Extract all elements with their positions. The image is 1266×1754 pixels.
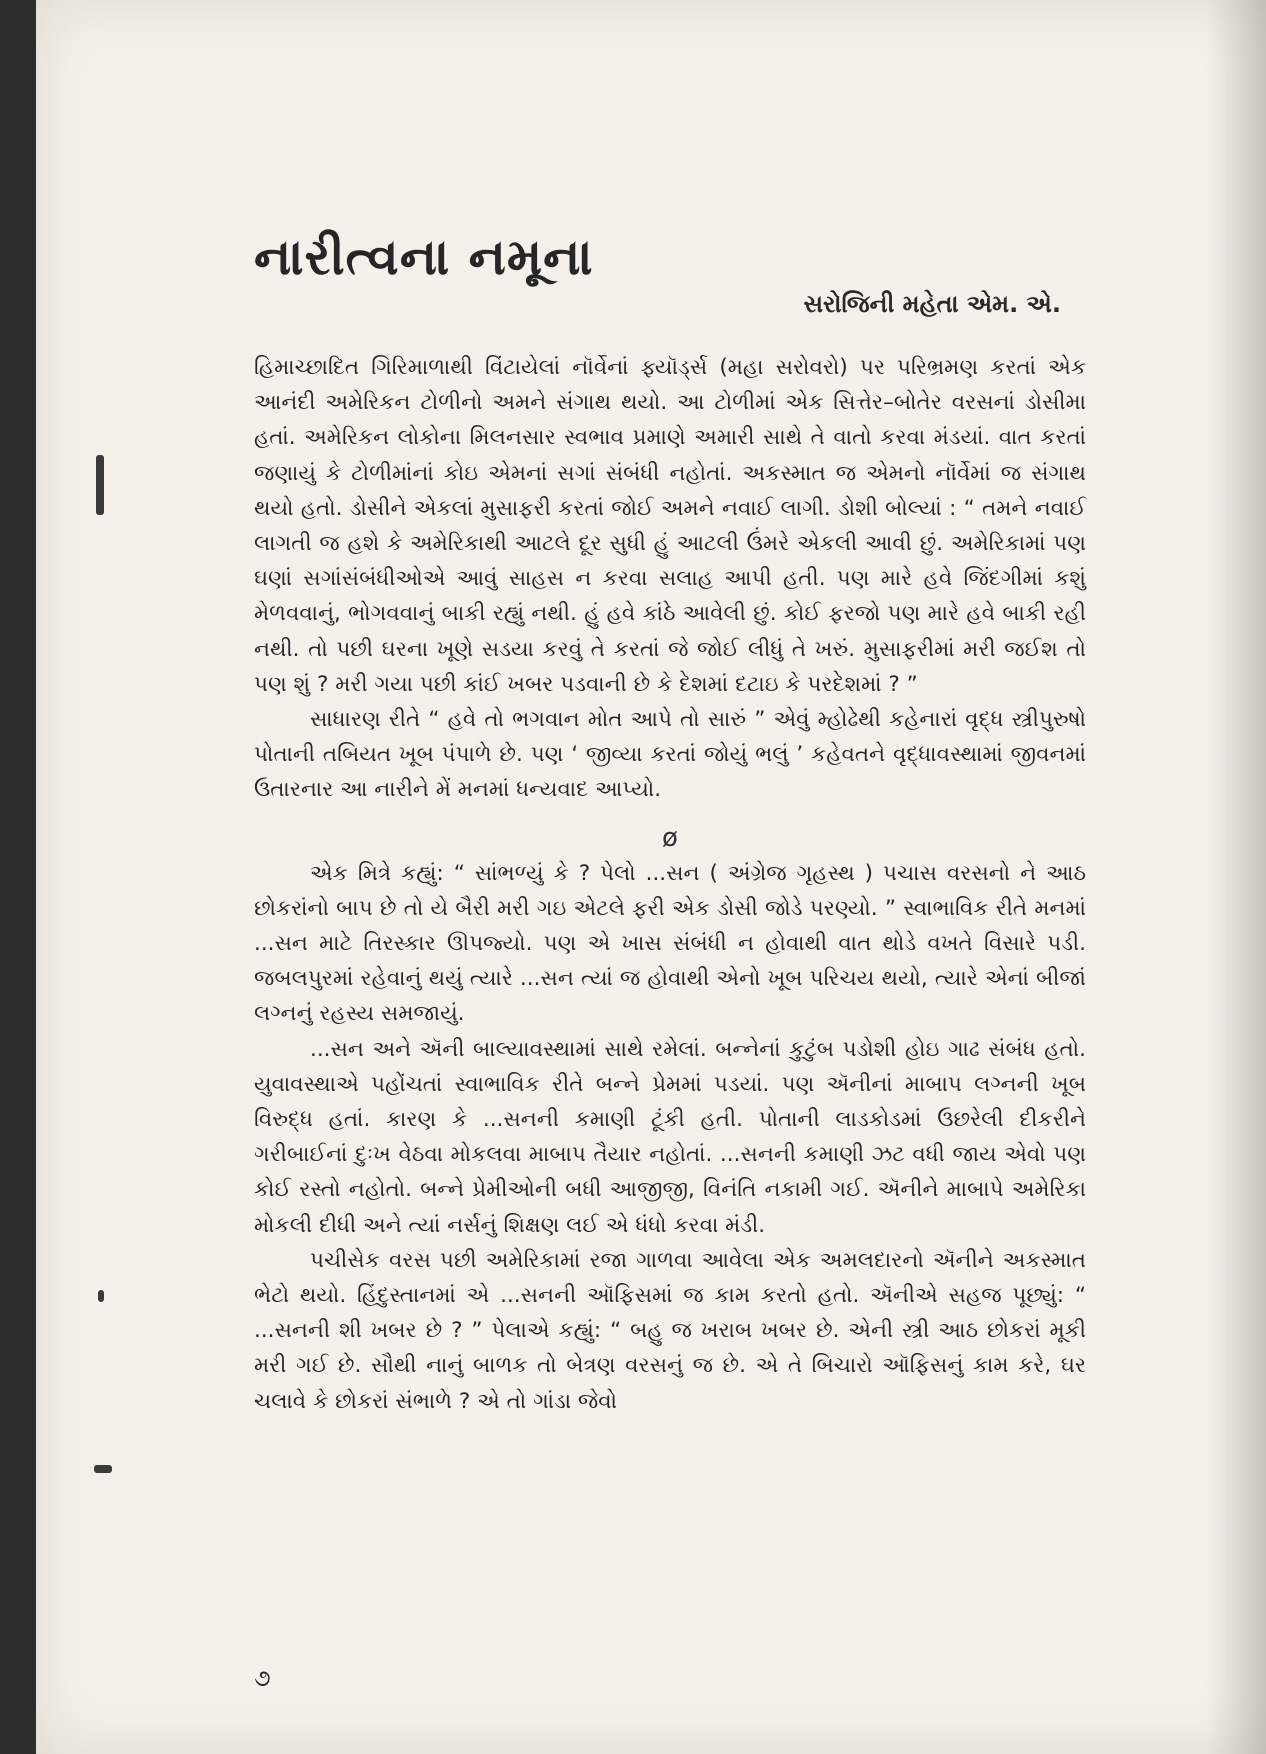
author-name: સરોજિની મહેતા એમ. એ.: [803, 290, 1061, 318]
page-number: ૭: [254, 1664, 271, 1692]
article-title: નારીત્વના નમૂના: [254, 228, 594, 286]
margin-ink-mark: [94, 1465, 112, 1473]
margin-ink-mark: [96, 455, 104, 515]
page-edge-shadow: [1206, 0, 1266, 1754]
paragraph-2: સાધારણ રીતે “ હવે તો ભગવાન મોત આપે તો સારું ” એવું મ્હોઢેથી કહેનારાં વૃદ્ધ સ્ત્રીપુરુષો પોતાની તબિયત ખૂબ પંપાળે છે. પણ ‘ જીવ્યા કરતાં જોયું ભલું ’ કહેવતને વૃદ્ધાવસ્થામાં જીવનમાં ઉતારનાર આ નારીને મેં મનમાં ધન્યવાદ આપ્યો.: [254, 707, 1086, 803]
book-page: [36, 0, 1266, 1754]
paragraph-4: ...સન અને ઍની બાલ્યાવસ્થામાં સાથે રમેલાં. બન્નેનાં કુટુંબ પડોશી હોઇ ગાઢ સંબંધ હતો. યુવાવસ્થાએ પહોંચતાં સ્વાભાવિક રીતે બન્ને પ્રેમમાં પડયાં. પણ ઍનીનાં માબાપ લગ્નની ખૂબ વિરુદ્ધ હતાં. કારણ કે ...સનની કમાણી ટૂંકી હતી. પોતાની લાડકોડમાં ઉછરેલી દીકરીને ગરીબાઈનાં દુઃખ વેઠવા મોકલવા માબાપ તૈયાર નહોતાં. ...સનની કમાણી ઝટ વધી જાય એવો પણ કોઈ રસ્તો નહોતો. બન્ને પ્રેમીઓની બધી આજીજી, વિનંતિ નકામી ગઈ. ઍનીને માબાપે અમેરિકા મોકલી દીધી અને ત્યાં નર્સનું શિક્ષણ લઈ એ ધંધો કરવા મંડી.: [254, 1036, 1086, 1238]
margin-ink-mark: [98, 1290, 104, 1302]
article-body: [254, 350, 1086, 1419]
paragraph-5: પચીસેક વરસ પછી અમેરિકામાં રજા ગાળવા આવેલા એક અમલદારનો ઍનીને અકસ્માત ભેટો થયો. હિંદુસ્તાનમાં એ ...સનની ઑફિસમાં જ કામ કરતો હતો. ઍનીએ સહજ પૂછ્યું: “ ...સનની શી ખબર છે ? ” પેલાએ કહ્યું: “ બહુ જ ખરાબ ખબર છે. એની સ્ત્રી આઠ છોકરાં મૂકી મરી ગઈ છે. સૌથી નાનું બાળક તો બેત્રણ વરસનું જ છે. એ તે બિચારો ઑફિસનું કામ કરે, ઘર ચલાવે કે છોકરાં સંભાળે ? એ તો ગાંડા જેવો: [254, 1247, 1086, 1414]
paragraph-1: હિમાચ્છાદિત ગિરિમાળાથી વિંટાયેલાં નૉર્વેનાં ફ્યૉર્ડ્સ (મહા સરોવરો) પર પરિભ્રમણ કરતાં એક આનંદી અમેરિકન ટોળીનો અમને સંગાથ થયો. આ ટોળીમાં એક સિત્તેર–બોતેર વરસનાં ડોસીમા હતાં. અમેરિકન લોકોના મિલનસાર સ્વભાવ પ્રમાણે અમારી સાથે તે વાતો કરવા મંડયાં. વાત કરતાં જણાયું કે ટોળીમાંનાં કોઇ એમનાં સગાં સંબંધી નહોતાં. અકસ્માત જ એમનો નૉર્વેમાં જ સંગાથ થયો હતો. ડોસીને એકલાં મુસાફરી કરતાં જોઈ અમને નવાઈ લાગી. ડોશી બોલ્યાં : “ તમને નવાઈ લાગતી જ હશે કે અમેરિકાથી આટલે દૂર સુધી હું આટલી ઉંમરે એકલી આવી છું. અમેરિકામાં પણ ઘણાં સગાંસંબંધીઓએ આવું સાહસ ન કરવા સલાહ આપી હતી. પણ મારે હવે જિંદગીમાં કશું મેળવવાનું, ભોગવવાનું બાકી રહ્યું નથી. હું હવે કાંઠે આવેલી છું. કોઈ ફરજો પણ મારે હવે બાકી રહી નથી. તો પછી ઘરના ખૂણે સડયા કરવું તે કરતાં જે જોઈ લીધું તે ખરું. મુસાફરીમાં મરી જઈશ તો પણ શું ? મરી ગયા પછી કાંઈ ખબર પડવાની છે કે દેશમાં દટાઇ કે પરદેશમાં ? ”: [254, 355, 1086, 697]
paragraph-3: એક મિત્રે કહ્યું: “ સાંભળ્યું કે ? પેલો ...સન ( અંગ્રેજ ગૃહસ્થ ) પચાસ વરસનો ને આઠ છોકરાંનો બાપ છે તો યે બૈરી મરી ગઇ એટલે ફરી એક ડોસી જોડે પરણ્યો. ” સ્વાભાવિક રીતે મનમાં ...સન માટે તિરસ્કાર ઊપજ્યો. પણ એ ખાસ સંબંધી ન હોવાથી વાત થોડે વખતે વિસારે પડી. જબલપુરમાં રહેવાનું થયું ત્યારે ...સન ત્યાં જ હોવાથી એનો ખૂબ પરિચય થયો, ત્યારે એનાં બીજાં લગ્નનું રહસ્ય સમજાયું.: [254, 860, 1086, 1027]
section-divider-glyph: ø: [662, 822, 678, 853]
